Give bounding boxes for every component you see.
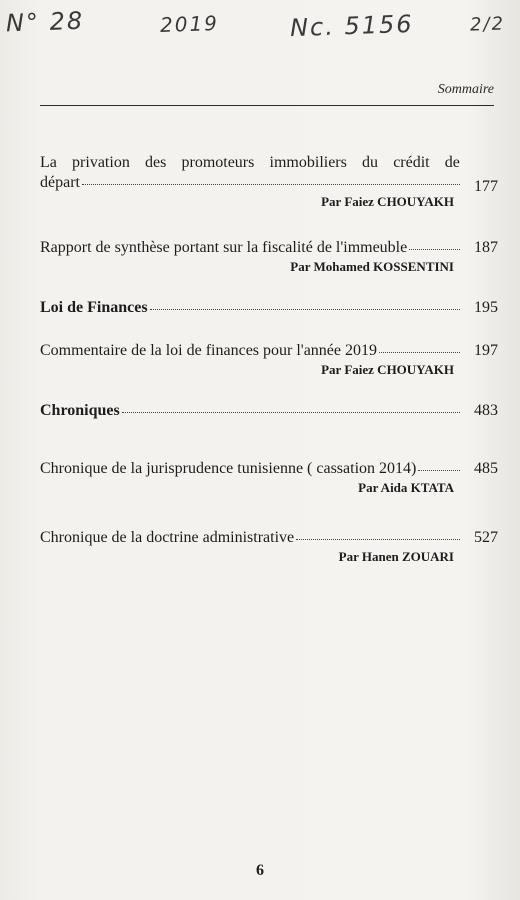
toc-entry-author: Par Aida KTATA (358, 480, 454, 495)
dot-leader (122, 412, 460, 413)
dot-leader (82, 184, 460, 185)
handwritten-note: 2/2 (469, 13, 506, 36)
toc-entry (40, 341, 498, 379)
dot-leader (379, 352, 460, 353)
toc-entry (40, 238, 498, 276)
toc-entry-line (40, 459, 498, 479)
toc-entry-page: 177 (474, 178, 498, 195)
toc-entry-title: Chronique de la doctrine administrative (40, 529, 295, 546)
toc-entry-page: 485 (474, 460, 498, 477)
toc-entry-word: des (144, 154, 167, 171)
toc-entry-page: 195 (474, 299, 498, 316)
running-header (40, 78, 494, 106)
toc-entry-word: promoteurs (181, 154, 255, 171)
dot-leader (418, 470, 460, 471)
toc-entry-title: Commentaire de la loi de finances pour l'année 2019 (40, 342, 377, 359)
header-title: Sommaire (437, 82, 494, 97)
toc-entry-author: Par Hanen ZOUARI (338, 549, 454, 564)
toc-entry-page: 197 (474, 342, 498, 359)
toc-entry-word: immobiliers (269, 154, 347, 171)
toc-entry-word: du (362, 154, 379, 171)
toc-entry-title: Rapport de synthèse portant sur la fiscalité de l'immeuble (40, 239, 408, 256)
handwritten-note: Nc. 5156 (289, 9, 414, 43)
toc-entry-page: 187 (474, 239, 498, 256)
toc-entry-word: privation (72, 154, 130, 171)
toc-section (40, 298, 498, 318)
toc-entry (40, 459, 498, 497)
toc-entry-line (40, 341, 498, 361)
toc-entry-author: Par Faiez CHOUYAKH (321, 194, 454, 209)
toc-entry (40, 153, 498, 211)
toc-entry-line (40, 153, 498, 173)
toc-entry-author: Par Mohamed KOSSENTINI (290, 259, 454, 274)
handwritten-note: N° 28 (5, 6, 85, 38)
toc-entry-word: La (40, 154, 57, 171)
dot-leader (409, 249, 460, 250)
toc-entry-line (40, 298, 498, 318)
toc-entry (40, 528, 498, 566)
dot-leader (150, 309, 460, 310)
toc-entry-line (40, 528, 498, 548)
toc-entry-page: 527 (474, 529, 498, 546)
toc-entry-title (40, 153, 460, 173)
toc-entry-word: crédit (393, 154, 430, 171)
toc-entry-page: 483 (474, 402, 498, 419)
toc-section-title: Loi de Finances (40, 299, 148, 316)
toc-entry-line (40, 401, 498, 421)
toc-section (40, 401, 498, 421)
toc-entry-line (40, 173, 498, 193)
dot-leader (296, 539, 460, 540)
toc-entry-author: Par Faiez CHOUYAKH (321, 362, 454, 377)
toc-entry-line (40, 238, 498, 258)
handwritten-note: 2019 (159, 10, 220, 38)
page-number: 6 (256, 862, 264, 879)
toc-entry-title: Chronique de la jurisprudence tunisienne ( cassation 2014) (40, 460, 417, 477)
toc-section-title: Chroniques (40, 402, 120, 419)
header-rule (40, 105, 494, 106)
toc-entry-title: départ (40, 174, 80, 191)
toc-entry-word: de (444, 154, 460, 171)
